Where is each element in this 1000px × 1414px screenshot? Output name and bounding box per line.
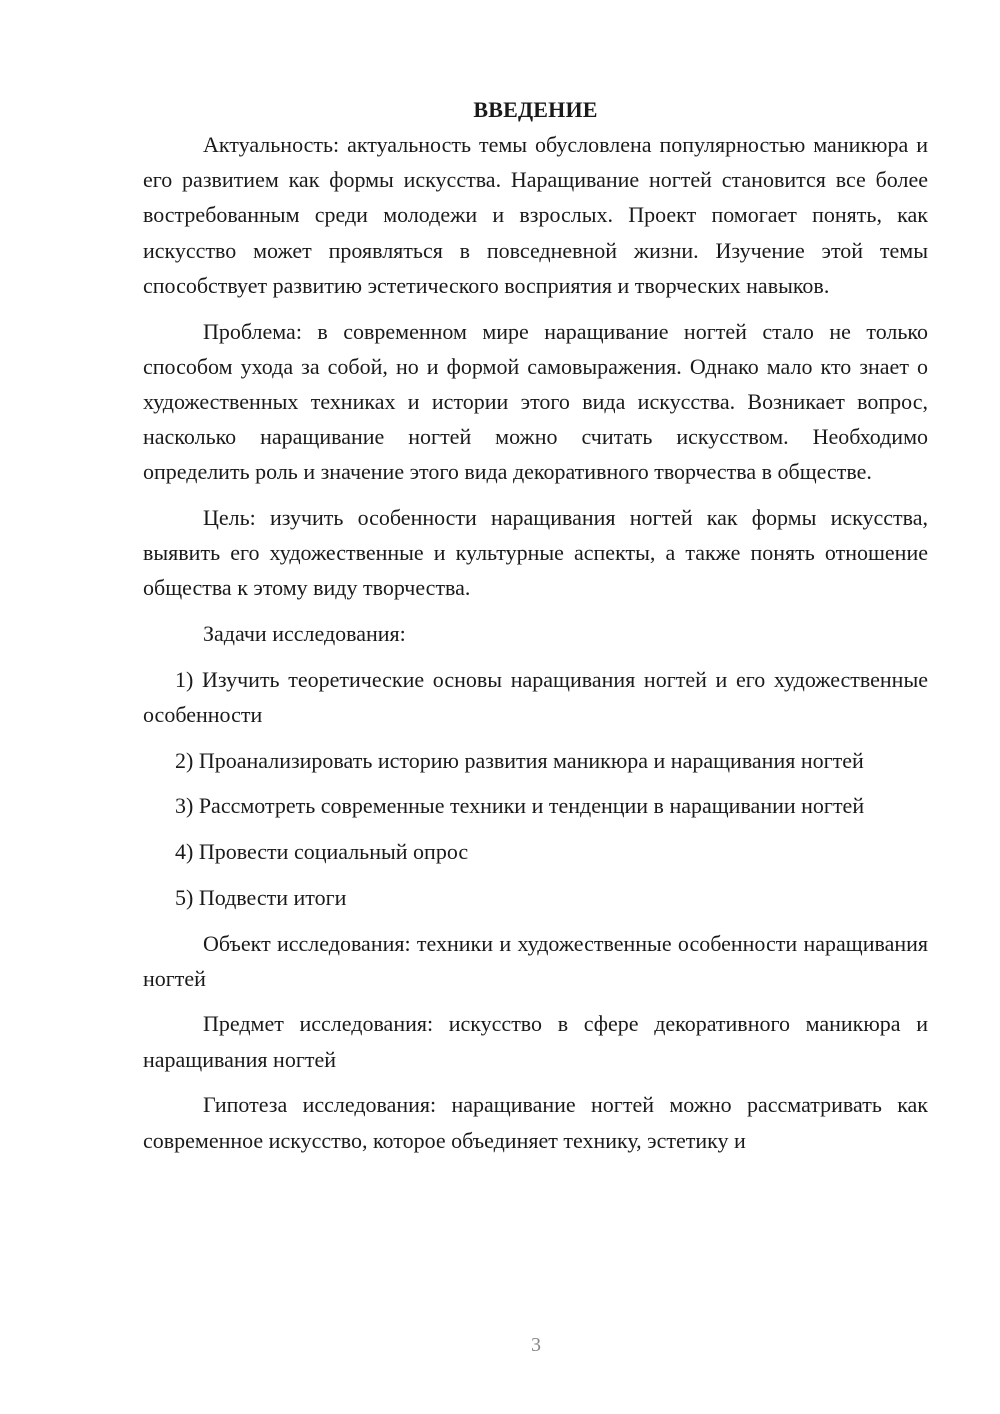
- task-item: 4) Провести социальный опрос: [175, 839, 469, 865]
- paragraph-subject: Предмет исследования: искусство в сфере декоративного маникюра и наращивания ногтей: [143, 1011, 928, 1072]
- page-title: ВВЕДЕНИЕ: [473, 97, 598, 122]
- task-item: 1) Изучить теоретические основы наращивания ногтей и его художественные особенности: [143, 666, 928, 728]
- paragraph-goal: Цель: изучить особенности наращивания ногтей как формы искусства, выявить его художественные и культурные аспекты, а также понять отношение общества к этому виду творчества.: [143, 505, 928, 601]
- document-page: [143, 92, 928, 1158]
- page-number: 3: [531, 1334, 541, 1356]
- paragraph-problem: Проблема: в современном мире наращивание ногтей стало не только способом ухода за собой, но и формой самовыражения. Однако мало кто знает о художественных техниках и истории этого вида искусства. Возникает вопрос, насколько наращивание ногтей можно считать искусством. Необходимо определить роль и значение этого вида декоративного творчества в обществе.: [143, 318, 928, 485]
- paragraph-tasks-heading: Задачи исследования:: [203, 621, 406, 647]
- paragraph-relevance: Актуальность: актуальность темы обусловлена популярностью маникюра и его развитием как формы искусства. Наращивание ногтей становится все более востребованным среди молодежи и взрослых. Проект помогает понять, как искусство может проявляться в повседневной жизни. Изучение этой темы способствует развитию эстетического восприятия и творческих навыков.: [143, 132, 928, 298]
- task-item: 3) Рассмотреть современные техники и тенденции в наращивании ногтей: [175, 793, 865, 819]
- paragraph-object: Объект исследования: техники и художественные особенности наращивания ногтей: [143, 930, 928, 991]
- task-item: 2) Проанализировать историю развития маникюра и наращивания ногтей: [175, 747, 864, 773]
- task-item: 5) Подвести итоги: [175, 884, 347, 910]
- paragraph-hypothesis: Гипотеза исследования: наращивание ногтей можно рассматривать как современное искусство, которое объединяет технику, эстетику и: [143, 1092, 928, 1153]
